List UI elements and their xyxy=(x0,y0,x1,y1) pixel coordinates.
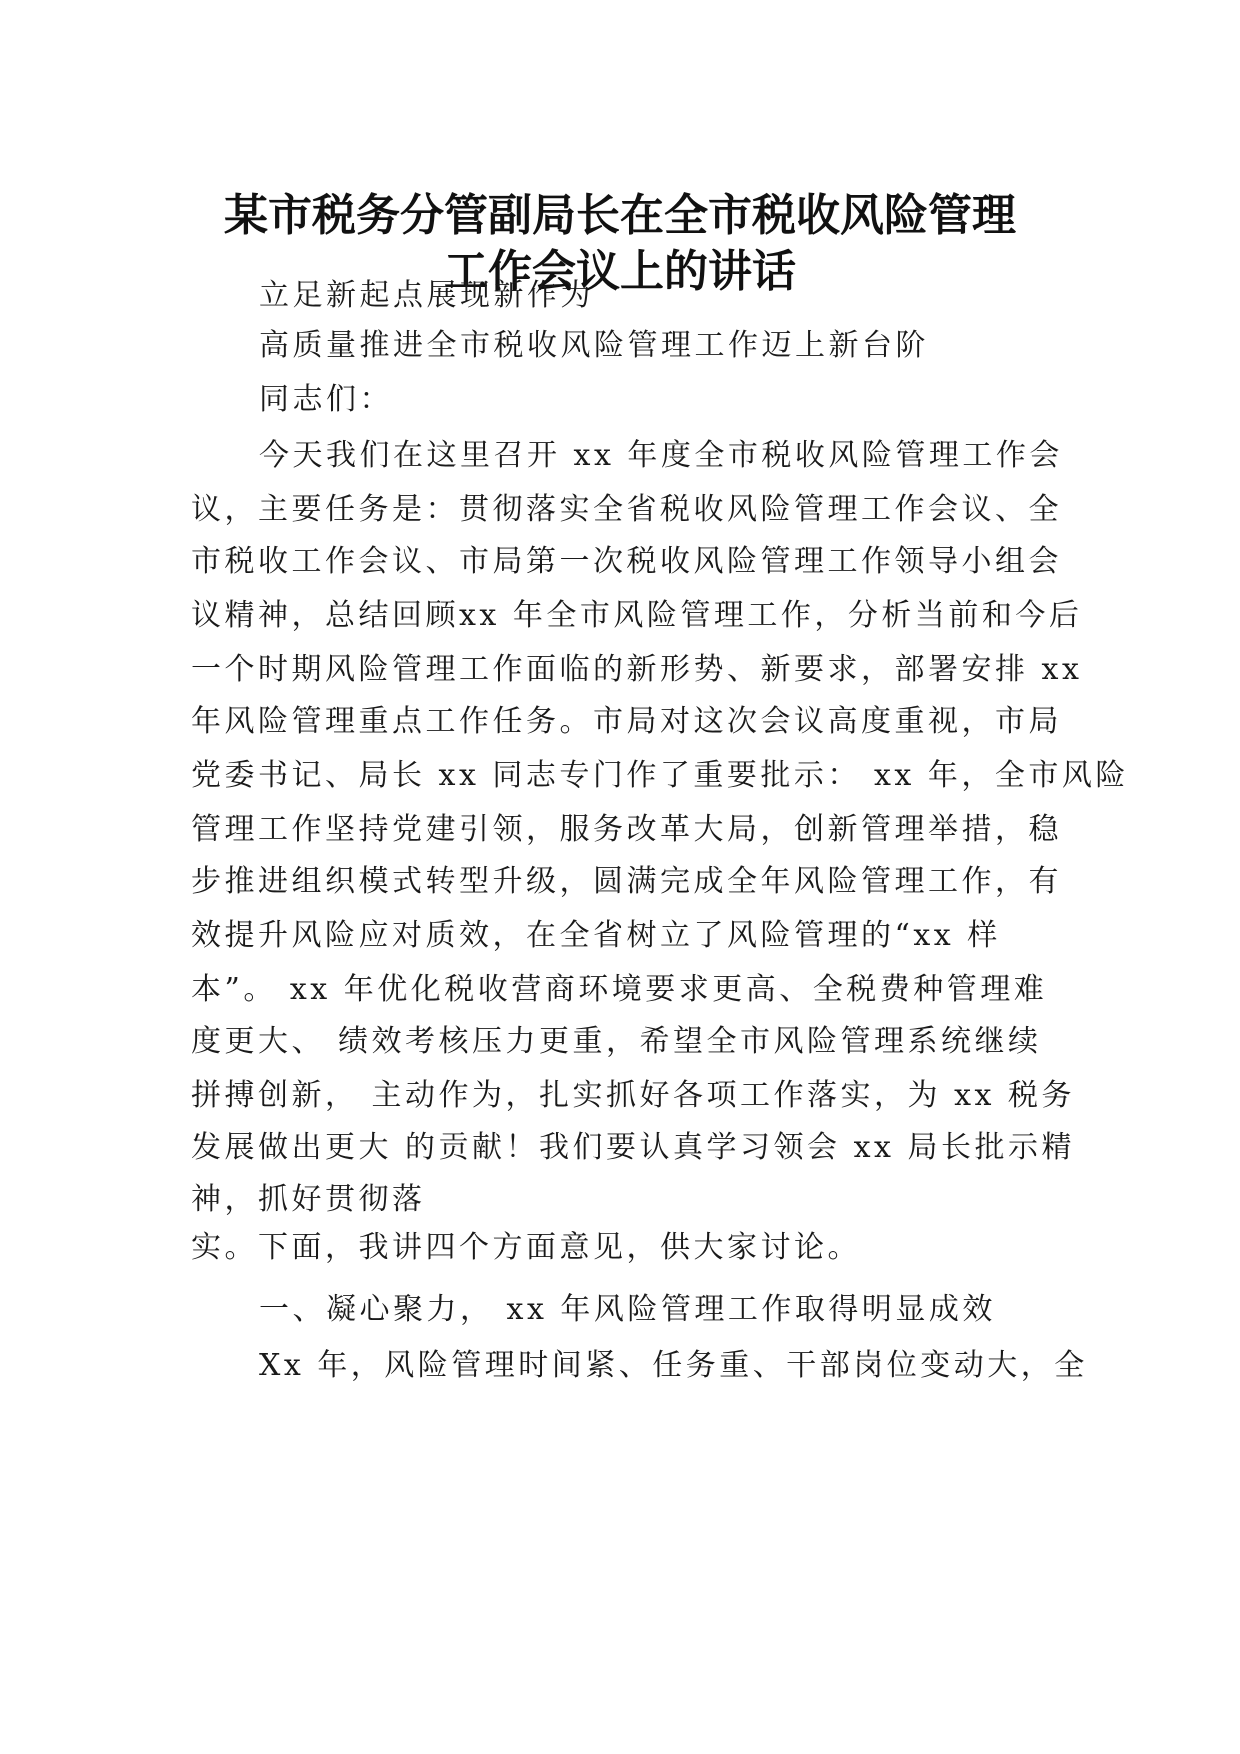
paragraph-line: 实。下面，我讲四个方面意见，供大家讨论。 xyxy=(191,1230,861,1265)
section-heading: 一、凝心聚力， xx 年风险管理工作取得明显成效 xyxy=(259,1292,996,1327)
paragraph-line: 效提升风险应对质效，在全省树立了风险管理的“xx 样 xyxy=(191,918,1001,953)
paragraph-line: 一个时期风险管理工作面临的新形势、新要求，部署安排 xx xyxy=(191,652,1083,687)
paragraph-line: 度更大、 绩效考核压力更重，希望全市风险管理系统继续 xyxy=(191,1024,1042,1059)
paragraph-line: 拼搏创新， 主动作为，扎实抓好各项工作落实，为 xx 税务 xyxy=(191,1078,1075,1113)
subtitle-line-1: 立足新起点展现新作为 xyxy=(259,278,594,313)
subtitle-line-2: 高质量推进全市税收风险管理工作迈上新台阶 xyxy=(259,328,929,363)
paragraph-line: 市税收工作会议、市局第一次税收风险管理工作领导小组会 xyxy=(191,544,1062,579)
document-title-line-1: 某市税务分管副局长在全市税收风险管理 xyxy=(224,190,1016,241)
paragraph-line: 步推进组织模式转型升级，圆满完成全年风险管理工作，有 xyxy=(191,864,1062,899)
paragraph-line: 发展做出更大 的贡献！我们要认真学习领会 xx 局长批示精 xyxy=(191,1130,1075,1165)
paragraph-line: 议精神，总结回顾xx 年全市风险管理工作，分析当前和今后 xyxy=(191,598,1083,633)
paragraph-line: 年风险管理重点工作任务。市局对这次会议高度重视，市局 xyxy=(191,704,1062,739)
salutation: 同志们： xyxy=(259,382,393,417)
paragraph-line: 党委书记、局长 xx 同志专门作了重要批示： xx 年，全市风险 xyxy=(191,758,1129,793)
paragraph-line: 议，主要任务是：贯彻落实全省税收风险管理工作会议、全 xyxy=(191,492,1062,527)
paragraph-line: 神，抓好贯彻落 xyxy=(191,1182,426,1217)
paragraph-line: 管理工作坚持党建引领，服务改革大局，创新管理举措，稳 xyxy=(191,812,1062,847)
section-paragraph-line: Xx 年，风险管理时间紧、任务重、干部岗位变动大，全 xyxy=(259,1348,1088,1383)
paragraph-line: 今天我们在这里召开 xx 年度全市税收风险管理工作会 xyxy=(259,438,1063,473)
paragraph-line: 本”。 xx 年优化税收营商环境要求更高、全税费种管理难 xyxy=(191,972,1048,1007)
document-title-line-2: 工作会议上的讲话 xyxy=(444,246,796,297)
